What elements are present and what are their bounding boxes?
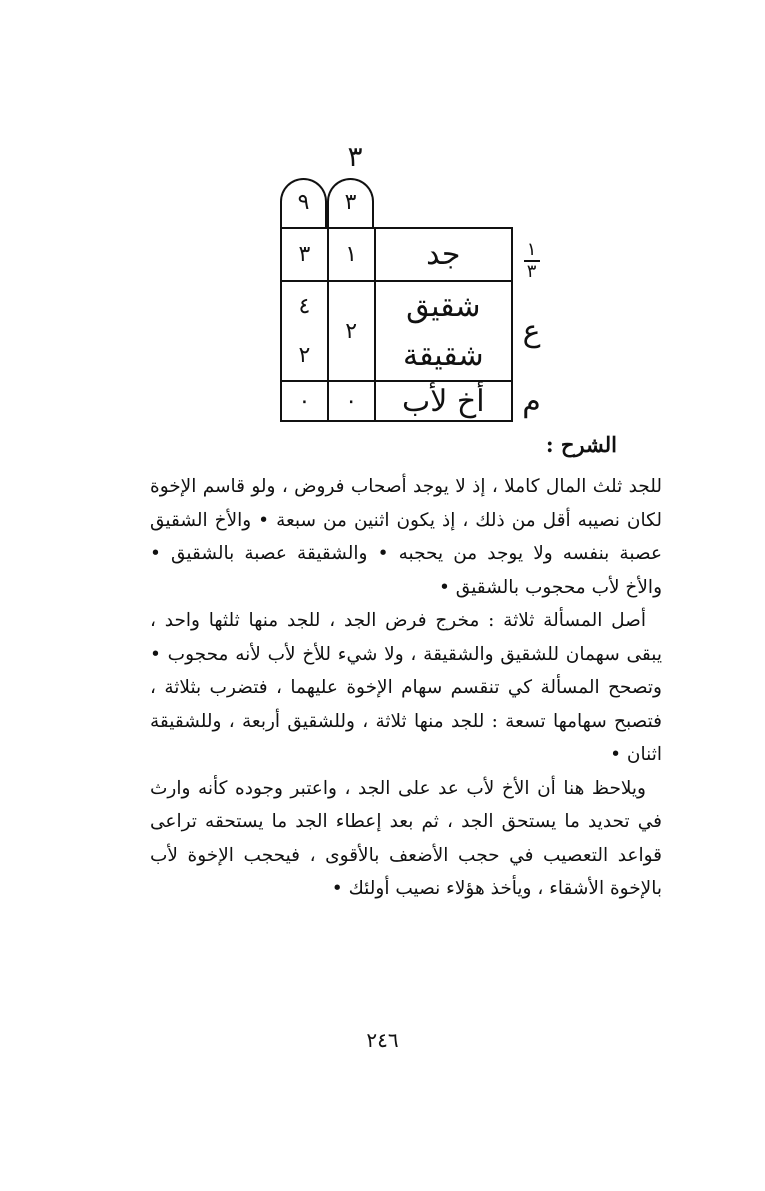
share-cell (512, 381, 550, 421)
heir-name: شقيق (406, 289, 481, 324)
share-denominator: ٣ (526, 261, 537, 282)
share-label: ع (522, 313, 541, 349)
heir-cell (375, 281, 513, 381)
distribution-table (280, 178, 550, 419)
correction-cell (281, 228, 328, 281)
explanation-body (150, 470, 662, 906)
table-row (281, 228, 550, 281)
paragraph: للجد ثلث المال كاملا ، إذ لا يوجد أصحاب فروض ، ولو قاسم الإخوة لكان نصيبه أقل من ذلك ، إذ يكون اثنين من سبعة • والأخ الشقيق عصبة بنفسه ولا يوجد من يحجبه • والشقيقة عصبة بالشقيق • والأخ لأب محجوب بالشقيق • (150, 476, 662, 598)
heirs-table (280, 227, 550, 422)
explanation-heading: الشرح : (545, 432, 617, 457)
share-label: م (522, 383, 541, 419)
heir-name: أخ لأب (402, 383, 485, 419)
heir-name: جد (426, 237, 461, 272)
share-fraction (524, 241, 540, 281)
base-value: ٢ (345, 318, 358, 344)
base-header: ٣ (327, 178, 374, 228)
base-value: ١ (345, 242, 358, 267)
paragraph: ويلاحظ هنا أن الأخ لأب عد على الجد ، واعتبر وجوده كأنه وارث في تحديد ما يستحق الجد ، ثم بعد إعطاء الجد ما يستحقه تراعى قواعد التعصيب في حجب الأضعف بالأقوى ، فيحجب الإخوة لأب بالإخوة الأشقاء ، ويأخذ هؤلاء نصيب أولئك • (150, 777, 662, 899)
base-cell (328, 281, 375, 381)
share-cell (512, 228, 550, 281)
base-value: ٠ (345, 388, 358, 414)
heir-cell (375, 381, 513, 421)
problem-base-number: ٣ (347, 140, 363, 173)
base-cell (328, 381, 375, 421)
page-number: ٢٤٦ (366, 1028, 399, 1052)
table-row (281, 381, 550, 421)
table-row (281, 281, 550, 381)
correction-value: ٤ (298, 294, 311, 319)
share-cell (512, 281, 550, 381)
base-cell (328, 228, 375, 281)
paragraph: أصل المسألة ثلاثة : مخرج فرض الجد ، للجد منها ثلثها واحد ، يبقى سهمان للشقيق والشقيقة ، ولا شيء للأخ لأب لأنه محجوب • وتصحح المسألة كي تنقسم سهام الإخوة عليهما ، فتضرب بثلاثة ، فتصبح سهامها تسعة : للجد منها ثلاثة ، وللشقيق أربعة ، وللشقيقة اثنان • (150, 610, 662, 765)
correction-header: ٩ (280, 178, 327, 228)
correction-cell (281, 381, 328, 421)
correction-value: ٢ (298, 343, 311, 368)
correction-value: ٣ (298, 242, 311, 267)
correction-value: ٠ (298, 388, 311, 414)
heir-cell (375, 228, 513, 281)
share-numerator: ١ (526, 239, 537, 260)
heir-name: شقيقة (402, 338, 484, 373)
correction-cell (281, 281, 328, 381)
